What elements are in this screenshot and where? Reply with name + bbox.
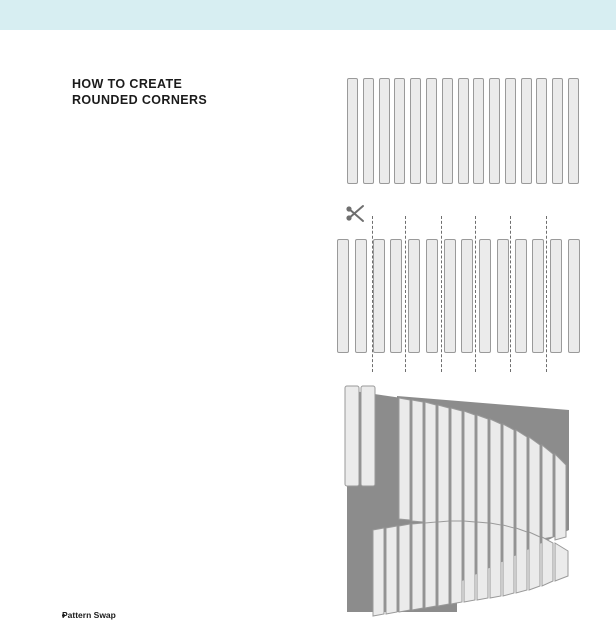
- figure-curved-corner-assembly: [337, 380, 582, 618]
- cut-line: [441, 216, 442, 372]
- slat: [363, 78, 374, 184]
- slat: [442, 78, 453, 184]
- slat: [473, 78, 484, 184]
- cut-line: [546, 216, 547, 372]
- cut-line: [405, 216, 406, 372]
- cut-line: [372, 216, 373, 372]
- slat: [355, 239, 367, 353]
- slat: [497, 239, 509, 353]
- page-title-line-2: ROUNDED CORNERS: [72, 93, 208, 107]
- slat: [410, 78, 421, 184]
- footer-caption: Pattern Swap: [62, 610, 116, 620]
- slat: [458, 78, 469, 184]
- slat: [394, 78, 405, 184]
- slat: [568, 78, 579, 184]
- slat: [552, 78, 563, 184]
- slat: [379, 78, 390, 184]
- slat: [550, 239, 562, 353]
- page-title: [72, 76, 302, 108]
- slat: [373, 239, 385, 353]
- top-color-band: [0, 0, 616, 30]
- slat: [426, 78, 437, 184]
- slat: [479, 239, 491, 353]
- page-title-line-1: HOW TO CREATE: [72, 77, 183, 91]
- slat: [337, 239, 349, 353]
- slat: [489, 78, 500, 184]
- slat: [515, 239, 527, 353]
- cut-line: [510, 216, 511, 372]
- slat: [532, 239, 544, 353]
- slat: [461, 239, 473, 353]
- slat: [347, 78, 358, 184]
- slat: [568, 239, 580, 353]
- slat: [408, 239, 420, 353]
- scissors-icon: [344, 203, 368, 227]
- slat: [390, 239, 402, 353]
- slat: [521, 78, 532, 184]
- figure-slat-panel-with-cut-lines: [337, 239, 580, 353]
- slat: [426, 239, 438, 353]
- cut-line: [475, 216, 476, 372]
- slat: [444, 239, 456, 353]
- slat: [505, 78, 516, 184]
- slat: [536, 78, 547, 184]
- figure-flat-slat-panel: [347, 78, 579, 184]
